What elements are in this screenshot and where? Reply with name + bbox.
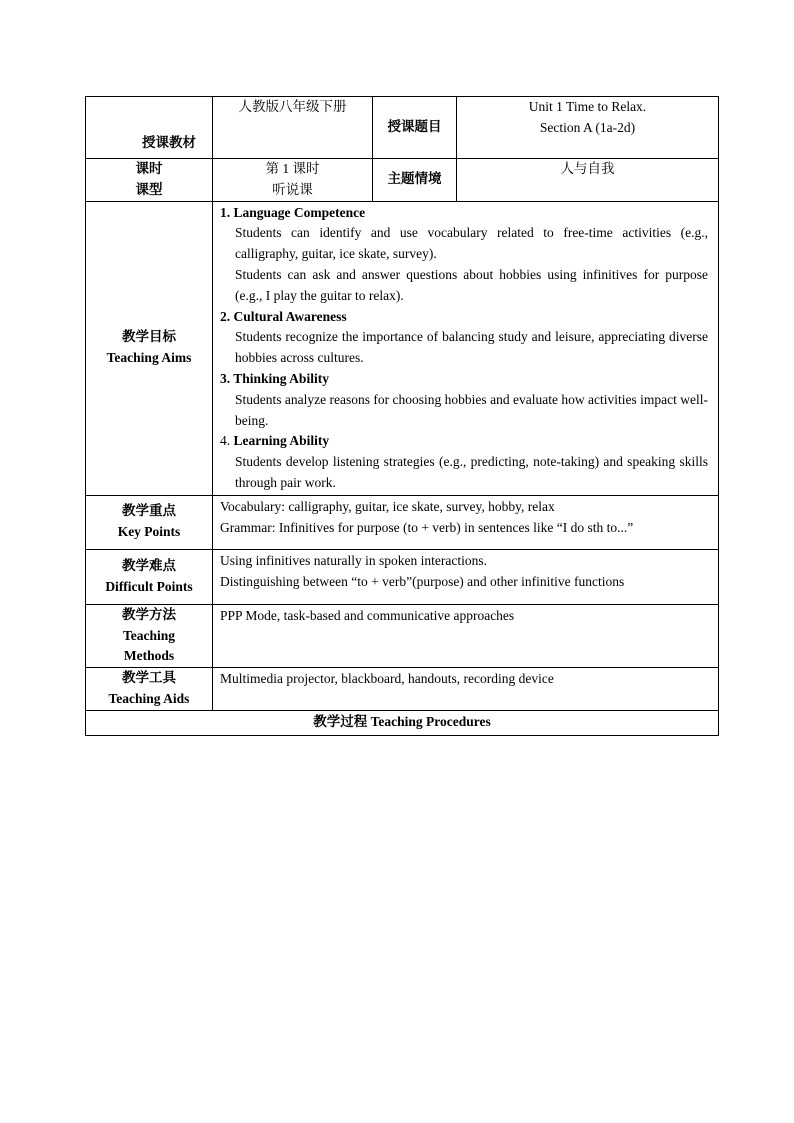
aim-title-4: Learning Ability	[233, 433, 330, 449]
lesson-value-2: 听说课	[272, 181, 313, 197]
textbook-label: 授课教材	[142, 135, 196, 150]
aim-num-1: 1.	[220, 204, 231, 220]
row-textbook	[86, 97, 719, 159]
aids-value: Multimedia projector, blackboard, handouts, recording device	[220, 671, 554, 687]
aims-content-cell	[213, 201, 719, 495]
key-points-content-cell	[213, 495, 719, 549]
aim-heading-2	[220, 307, 708, 328]
aim-heading-3	[220, 369, 708, 390]
aim-heading-1	[220, 203, 708, 224]
aims-label-cell	[86, 201, 213, 495]
methods-label-en-2: Methods	[123, 648, 175, 664]
key-points-label-cn: 教学重点	[122, 503, 176, 519]
difficult-point-1: Using infinitives naturally in spoken interactions.	[220, 552, 487, 568]
aids-label-cn: 教学工具	[122, 670, 176, 686]
topic-value-cell	[457, 97, 719, 159]
textbook-value: 人教版八年级下册	[238, 99, 347, 114]
topic-line-2: Section A (1a-2d)	[539, 119, 636, 135]
theme-value: 人与自我	[560, 161, 615, 176]
theme-label: 主题情境	[387, 171, 442, 187]
topic-label: 授课题目	[387, 119, 442, 135]
methods-label-en-1: Teaching	[122, 627, 176, 643]
textbook-value-cell	[213, 97, 373, 159]
row-methods	[86, 604, 719, 667]
key-points-vocabulary: Vocabulary: calligraphy, guitar, ice skate, survey, hobby, relax	[220, 498, 555, 514]
aids-content-cell	[213, 668, 719, 711]
row-aids	[86, 668, 719, 711]
aim-title-2: Cultural Awareness	[233, 308, 347, 324]
aids-label-en: Teaching Aids	[108, 690, 190, 706]
row-procedures	[86, 710, 719, 735]
aims-label-en: Teaching Aims	[106, 350, 192, 366]
aim-text: Students can ask and answer questions about hobbies using infinitives for purpose (e.g., I play the guitar to relax).	[235, 266, 708, 303]
lesson-label-1: 课时	[135, 161, 163, 176]
theme-label-cell	[373, 159, 457, 202]
aim-text: Students can identify and use vocabulary related to free-time activities (e.g., calligraphy, guitar, ice skate, survey).	[235, 225, 708, 262]
textbook-label-cell	[86, 97, 213, 159]
difficult-points-label-cell	[86, 549, 213, 604]
procedures-title: 教学过程 Teaching Procedures	[313, 714, 491, 730]
aim-num-3: 3.	[220, 370, 231, 386]
aim-text: Students analyze reasons for choosing hobbies and evaluate how activities impact well-being.	[235, 391, 708, 428]
row-lesson	[86, 159, 719, 202]
aim-text: Students recognize the importance of balancing study and leisure, appreciating diverse hobbies across cultures.	[235, 329, 708, 366]
lesson-value-1: 第 1 课时	[265, 161, 320, 176]
procedures-title-cell	[86, 710, 719, 735]
key-points-grammar: Grammar: Infinitives for purpose (to + verb) in sentences like “I do sth to...”	[220, 519, 634, 535]
key-points-label-en: Key Points	[117, 524, 181, 540]
aim-text: Students develop listening strategies (e.g., predicting, note-taking) and speaking skills through pair work.	[235, 454, 708, 490]
aim-title-1: Language Competence	[233, 204, 366, 220]
lesson-label-cell	[86, 159, 213, 202]
difficult-points-content-cell	[213, 549, 719, 604]
methods-label-cell	[86, 604, 213, 667]
lesson-plan-table	[85, 96, 719, 736]
aids-label-cell	[86, 668, 213, 711]
methods-content-cell	[213, 604, 719, 667]
lesson-plan-page	[85, 96, 718, 736]
methods-label-cn: 教学方法	[122, 606, 176, 622]
theme-value-cell	[457, 159, 719, 202]
aim-num-4: 4.	[220, 433, 231, 449]
key-points-label-cell	[86, 495, 213, 549]
lesson-label-2: 课型	[135, 181, 163, 197]
row-aims	[86, 201, 719, 495]
aim-heading-4	[220, 431, 708, 452]
methods-value: PPP Mode, task-based and communicative approaches	[220, 607, 515, 623]
aim-title-3: Thinking Ability	[233, 370, 329, 386]
topic-label-cell	[373, 97, 457, 159]
lesson-value-cell	[213, 159, 373, 202]
topic-line-1: Unit 1 Time to Relax.	[528, 99, 647, 114]
row-difficult-points	[86, 549, 719, 604]
difficult-points-label-en: Difficult Points	[105, 578, 193, 594]
difficult-points-label-cn: 教学难点	[122, 557, 176, 573]
row-key-points	[86, 495, 719, 549]
aim-num-2: 2.	[220, 308, 231, 324]
difficult-point-2: Distinguishing between “to + verb”(purpose) and other infinitive functions	[220, 573, 625, 589]
aims-label-cn: 教学目标	[122, 329, 176, 345]
